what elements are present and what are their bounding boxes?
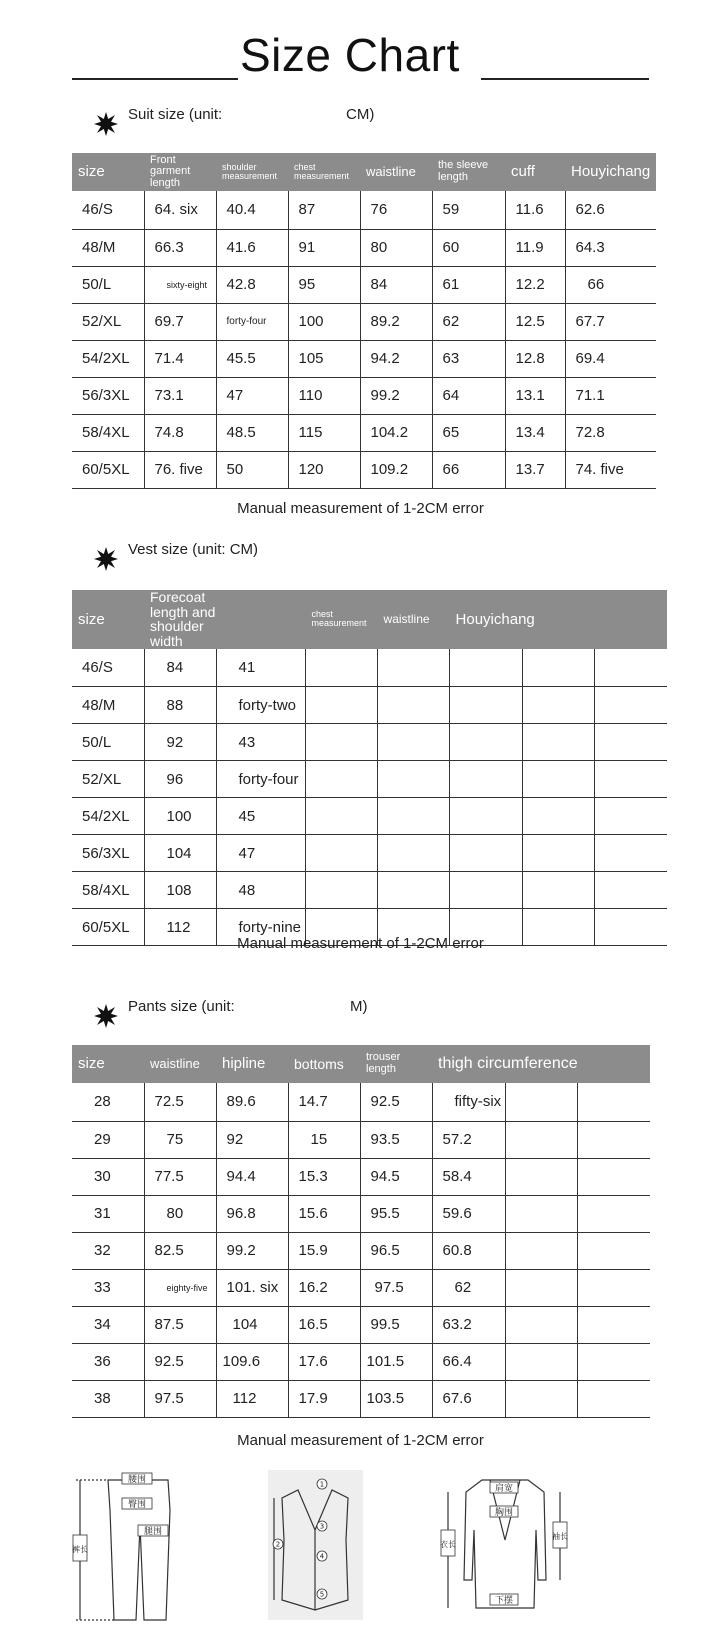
table-cell: 45.5 <box>216 340 288 377</box>
table-cell: fifty-six <box>432 1083 506 1121</box>
pants-hip-label: 臀围 <box>127 1500 147 1510</box>
table-cell: 45 <box>216 798 306 835</box>
table-cell <box>506 1269 578 1306</box>
table-cell: 50 <box>216 451 288 488</box>
table-cell: 59 <box>432 191 505 229</box>
table-cell <box>595 724 667 761</box>
table-cell <box>523 872 595 909</box>
table-cell: 92.5 <box>144 1343 216 1380</box>
star-icon <box>94 112 118 136</box>
table-cell: 84 <box>360 266 432 303</box>
cell-size: 52/XL <box>72 303 144 340</box>
table-cell <box>595 687 667 724</box>
table-cell <box>306 872 378 909</box>
table-cell: eighty-five <box>144 1269 216 1306</box>
table-cell: 67.6 <box>432 1380 506 1417</box>
table-row <box>72 761 667 798</box>
table-cell <box>595 835 667 872</box>
suit-size-label: Suit size (unit: <box>128 106 223 123</box>
table-cell: 95 <box>288 266 360 303</box>
table-cell: 76 <box>360 191 432 229</box>
table-cell: 87.5 <box>144 1306 216 1343</box>
table-cell: 89.2 <box>360 303 432 340</box>
table-cell <box>578 1158 650 1195</box>
table-cell: 11.9 <box>505 229 565 266</box>
table-cell: 88 <box>144 687 216 724</box>
jacket-length-label: 衣长 <box>440 1540 456 1549</box>
cell-size: 56/3XL <box>72 377 144 414</box>
table-cell: 97.5 <box>144 1380 216 1417</box>
table-cell: 109.2 <box>360 451 432 488</box>
table-cell: 12.5 <box>505 303 565 340</box>
table-cell <box>578 1306 650 1343</box>
table-cell: 65 <box>432 414 505 451</box>
table-cell <box>578 1195 650 1232</box>
table-cell <box>523 687 595 724</box>
table-cell <box>450 835 523 872</box>
table-cell: 103.5 <box>360 1380 432 1417</box>
table-cell: 59.6 <box>432 1195 506 1232</box>
table-cell: 73.1 <box>144 377 216 414</box>
cell-size: 52/XL <box>72 761 144 798</box>
cell-size: 54/2XL <box>72 340 144 377</box>
table-cell: 72.8 <box>565 414 656 451</box>
table-cell <box>506 1158 578 1195</box>
table-cell <box>523 835 595 872</box>
vest-measurement-note: Manual measurement of 1-2CM error <box>237 935 484 952</box>
table-cell: 100 <box>288 303 360 340</box>
table-cell <box>578 1232 650 1269</box>
table-row <box>72 872 667 909</box>
table-row <box>72 229 656 266</box>
table-cell <box>450 724 523 761</box>
table-cell: 15.3 <box>288 1158 360 1195</box>
table-cell: 62 <box>432 1269 506 1306</box>
table-cell: 12.8 <box>505 340 565 377</box>
suit-header-row <box>72 153 656 191</box>
table-cell: 64 <box>432 377 505 414</box>
cell-size: 38 <box>72 1380 144 1417</box>
table-cell: forty-two <box>216 687 306 724</box>
suit-size-table <box>72 153 656 489</box>
table-cell: 63 <box>432 340 505 377</box>
table-cell: 101. six <box>216 1269 288 1306</box>
cell-size: 58/4XL <box>72 872 144 909</box>
table-cell: 43 <box>216 724 306 761</box>
table-row <box>72 649 667 687</box>
table-cell: 99.2 <box>360 377 432 414</box>
table-cell <box>523 649 595 687</box>
header-front-garment-length: Front garment length <box>144 153 216 191</box>
table-row <box>72 687 667 724</box>
page-title: Size Chart <box>240 29 460 81</box>
cell-size: 58/4XL <box>72 414 144 451</box>
table-cell: 77.5 <box>144 1158 216 1195</box>
table-cell <box>450 872 523 909</box>
cell-size: 46/S <box>72 191 144 229</box>
table-cell: 109.6 <box>216 1343 288 1380</box>
title-area <box>0 22 721 82</box>
pants-thigh-label: 腿围 <box>143 1527 163 1537</box>
header-chest: chest measurement <box>288 153 360 191</box>
vest-header-row <box>72 590 667 649</box>
table-row <box>72 1158 650 1195</box>
header-sleeve-length: the sleeve length <box>432 153 505 191</box>
table-cell: 61 <box>432 266 505 303</box>
cell-size: 50/L <box>72 724 144 761</box>
cell-size: 34 <box>72 1306 144 1343</box>
table-cell <box>450 798 523 835</box>
table-cell <box>578 1121 650 1158</box>
table-cell: 112 <box>144 909 216 946</box>
table-cell: 41 <box>216 649 306 687</box>
table-cell: 66.4 <box>432 1343 506 1380</box>
table-cell: 74.8 <box>144 414 216 451</box>
table-cell <box>306 649 378 687</box>
table-cell: forty-nine <box>216 909 306 946</box>
table-cell: 108 <box>144 872 216 909</box>
table-row <box>72 377 656 414</box>
table-cell <box>378 798 450 835</box>
header-chest: chest measurement <box>306 590 378 649</box>
table-row <box>72 724 667 761</box>
vest-marker-5: 5 <box>319 1590 325 1599</box>
table-cell: 60 <box>432 229 505 266</box>
table-cell <box>523 724 595 761</box>
table-row <box>72 266 656 303</box>
table-cell: 40.4 <box>216 191 288 229</box>
table-cell <box>595 798 667 835</box>
star-icon <box>94 1004 118 1028</box>
table-cell: 67.7 <box>565 303 656 340</box>
table-cell: 69.7 <box>144 303 216 340</box>
table-cell: 15 <box>288 1121 360 1158</box>
table-cell: 115 <box>288 414 360 451</box>
jacket-icon <box>440 1470 570 1620</box>
vest-marker-2: 2 <box>275 1540 281 1549</box>
table-cell: 99.2 <box>216 1232 288 1269</box>
table-row <box>72 1343 650 1380</box>
table-cell: forty-four <box>216 303 288 340</box>
table-cell: 15.6 <box>288 1195 360 1232</box>
table-cell: 17.6 <box>288 1343 360 1380</box>
table-cell <box>506 1306 578 1343</box>
table-cell: 92.5 <box>360 1083 432 1121</box>
title-rule-left <box>72 78 238 80</box>
table-cell: 92 <box>216 1121 288 1158</box>
table-cell: 94.4 <box>216 1158 288 1195</box>
table-cell: 62.6 <box>565 191 656 229</box>
table-cell <box>506 1380 578 1417</box>
table-cell: 105 <box>288 340 360 377</box>
table-cell: 120 <box>288 451 360 488</box>
table-cell: 96 <box>144 761 216 798</box>
header-waistline: waistline <box>144 1045 216 1083</box>
table-cell: 17.9 <box>288 1380 360 1417</box>
table-cell: 96.8 <box>216 1195 288 1232</box>
table-cell <box>378 835 450 872</box>
table-cell: 91 <box>288 229 360 266</box>
pants-size-table <box>72 1045 650 1418</box>
table-cell <box>506 1121 578 1158</box>
suit-unit: CM) <box>346 106 375 123</box>
jacket-sleeve-label: 袖长 <box>552 1532 568 1541</box>
table-cell: 74. five <box>565 451 656 488</box>
table-cell: 16.2 <box>288 1269 360 1306</box>
table-cell <box>595 872 667 909</box>
table-cell: 99.5 <box>360 1306 432 1343</box>
table-cell: 47 <box>216 377 288 414</box>
table-cell: 16.5 <box>288 1306 360 1343</box>
table-cell: 97.5 <box>360 1269 432 1306</box>
table-row <box>72 303 656 340</box>
table-cell: 14.7 <box>288 1083 360 1121</box>
cell-size: 31 <box>72 1195 144 1232</box>
table-cell: 94.2 <box>360 340 432 377</box>
table-cell: 66 <box>565 266 656 303</box>
table-cell: 75 <box>144 1121 216 1158</box>
cell-size: 60/5XL <box>72 451 144 488</box>
table-cell <box>306 724 378 761</box>
pants-unit: M) <box>350 998 368 1015</box>
table-row <box>72 340 656 377</box>
cell-size: 50/L <box>72 266 144 303</box>
table-row <box>72 1121 650 1158</box>
table-cell: forty-four <box>216 761 306 798</box>
table-cell: 95.5 <box>360 1195 432 1232</box>
header-cuff: cuff <box>505 153 565 191</box>
table-row <box>72 414 656 451</box>
header-size: size <box>72 153 144 191</box>
table-cell: 58.4 <box>432 1158 506 1195</box>
table-cell: 82.5 <box>144 1232 216 1269</box>
cell-size: 33 <box>72 1269 144 1306</box>
table-cell: 47 <box>216 835 306 872</box>
table-cell: 66.3 <box>144 229 216 266</box>
table-cell: 62 <box>432 303 505 340</box>
table-cell <box>595 649 667 687</box>
table-cell: 94.5 <box>360 1158 432 1195</box>
table-cell: 112 <box>216 1380 288 1417</box>
table-cell: 48.5 <box>216 414 288 451</box>
table-cell <box>378 724 450 761</box>
pants-measurement-note: Manual measurement of 1-2CM error <box>237 1432 484 1449</box>
table-cell <box>306 835 378 872</box>
table-cell <box>523 761 595 798</box>
table-cell: 80 <box>144 1195 216 1232</box>
cell-size: 46/S <box>72 649 144 687</box>
suit-measurement-note: Manual measurement of 1-2CM error <box>237 500 484 517</box>
table-cell: 104.2 <box>360 414 432 451</box>
table-cell: 13.7 <box>505 451 565 488</box>
pants-length-label: 裤长 <box>72 1545 88 1554</box>
table-row <box>72 798 667 835</box>
cell-size: 60/5XL <box>72 909 144 946</box>
pants-icon <box>70 1470 200 1630</box>
cell-size: 54/2XL <box>72 798 144 835</box>
table-cell <box>578 1380 650 1417</box>
vest-marker-1: 1 <box>319 1480 325 1489</box>
table-cell: 13.1 <box>505 377 565 414</box>
table-cell: 100 <box>144 798 216 835</box>
header-thigh-circumference: thigh circumference <box>432 1045 650 1083</box>
table-cell: 110 <box>288 377 360 414</box>
header-waistline: waistline <box>360 153 432 191</box>
table-row <box>72 1306 650 1343</box>
table-row <box>72 1380 650 1417</box>
table-cell: 69.4 <box>565 340 656 377</box>
jacket-diagram <box>440 1470 570 1625</box>
table-cell: 60.8 <box>432 1232 506 1269</box>
table-cell: 87 <box>288 191 360 229</box>
table-cell: 92 <box>144 724 216 761</box>
table-cell: 96.5 <box>360 1232 432 1269</box>
vest-marker-3: 3 <box>319 1522 325 1531</box>
cell-size: 56/3XL <box>72 835 144 872</box>
table-cell <box>506 1083 578 1121</box>
cell-size: 28 <box>72 1083 144 1121</box>
pants-diagram <box>70 1470 200 1635</box>
table-cell: 80 <box>360 229 432 266</box>
table-cell: 76. five <box>144 451 216 488</box>
table-cell: 48 <box>216 872 306 909</box>
table-row <box>72 1083 650 1121</box>
table-cell: 84 <box>144 649 216 687</box>
header-houyichang: Houyichang <box>450 590 667 649</box>
table-cell: 63.2 <box>432 1306 506 1343</box>
cell-size: 30 <box>72 1158 144 1195</box>
table-cell <box>306 798 378 835</box>
table-cell: 101.5 <box>360 1343 432 1380</box>
table-cell <box>306 761 378 798</box>
table-cell: 42.8 <box>216 266 288 303</box>
table-cell: 64. six <box>144 191 216 229</box>
header-size: size <box>72 1045 144 1083</box>
header-houyichang: Houyichang <box>565 153 656 191</box>
table-cell <box>506 1232 578 1269</box>
table-cell <box>450 761 523 798</box>
vest-marker-4: 4 <box>319 1552 325 1561</box>
cell-size: 48/M <box>72 229 144 266</box>
jacket-hem-label: 下摆 <box>494 1596 514 1606</box>
title-rule-right <box>481 78 649 80</box>
cell-size: 36 <box>72 1343 144 1380</box>
star-icon <box>94 547 118 571</box>
header-trouser-length: trouser length <box>360 1045 432 1083</box>
vest-diagram <box>268 1470 363 1625</box>
vest-size-label: Vest size (unit: CM) <box>128 541 259 558</box>
table-cell <box>378 687 450 724</box>
table-cell <box>578 1343 650 1380</box>
table-cell: 64.3 <box>565 229 656 266</box>
table-cell: 11.6 <box>505 191 565 229</box>
table-row <box>72 1232 650 1269</box>
cell-size: 48/M <box>72 687 144 724</box>
table-cell: sixty-eight <box>144 266 216 303</box>
vest-size-table <box>72 590 667 946</box>
table-cell <box>378 872 450 909</box>
table-cell: 71.4 <box>144 340 216 377</box>
table-cell <box>450 687 523 724</box>
pants-header-row <box>72 1045 650 1083</box>
header-bottoms: bottoms <box>288 1045 360 1083</box>
cell-size: 32 <box>72 1232 144 1269</box>
table-cell <box>523 798 595 835</box>
table-row <box>72 191 656 229</box>
table-cell <box>306 687 378 724</box>
header-forecoat-length-shoulder-width: Forecoat length and shoulder width <box>144 590 306 649</box>
table-cell: 15.9 <box>288 1232 360 1269</box>
pants-size-label: Pants size (unit: <box>128 998 235 1015</box>
table-cell <box>378 761 450 798</box>
cell-size: 29 <box>72 1121 144 1158</box>
table-cell <box>450 649 523 687</box>
table-cell: 104 <box>216 1306 288 1343</box>
table-cell <box>378 649 450 687</box>
table-cell <box>595 761 667 798</box>
jacket-shoulder-label: 肩宽 <box>494 1484 514 1494</box>
table-cell: 72.5 <box>144 1083 216 1121</box>
table-cell: 12.2 <box>505 266 565 303</box>
table-row <box>72 835 667 872</box>
header-size: size <box>72 590 144 649</box>
table-row <box>72 1195 650 1232</box>
header-shoulder: shoulder measurement <box>216 153 288 191</box>
table-cell: 66 <box>432 451 505 488</box>
table-cell: 89.6 <box>216 1083 288 1121</box>
table-row <box>72 451 656 488</box>
table-cell: 93.5 <box>360 1121 432 1158</box>
table-cell <box>578 1083 650 1121</box>
vest-icon <box>268 1470 363 1620</box>
pants-waist-label: 腰围 <box>127 1475 147 1485</box>
table-cell: 71.1 <box>565 377 656 414</box>
table-cell: 57.2 <box>432 1121 506 1158</box>
table-row <box>72 1269 650 1306</box>
table-cell: 41.6 <box>216 229 288 266</box>
table-cell: 13.4 <box>505 414 565 451</box>
table-cell <box>578 1269 650 1306</box>
header-waistline: waistline <box>378 590 450 649</box>
table-cell <box>506 1195 578 1232</box>
table-cell: 104 <box>144 835 216 872</box>
header-hipline: hipline <box>216 1045 288 1083</box>
jacket-chest-label: 胸围 <box>494 1508 514 1518</box>
table-cell <box>506 1343 578 1380</box>
